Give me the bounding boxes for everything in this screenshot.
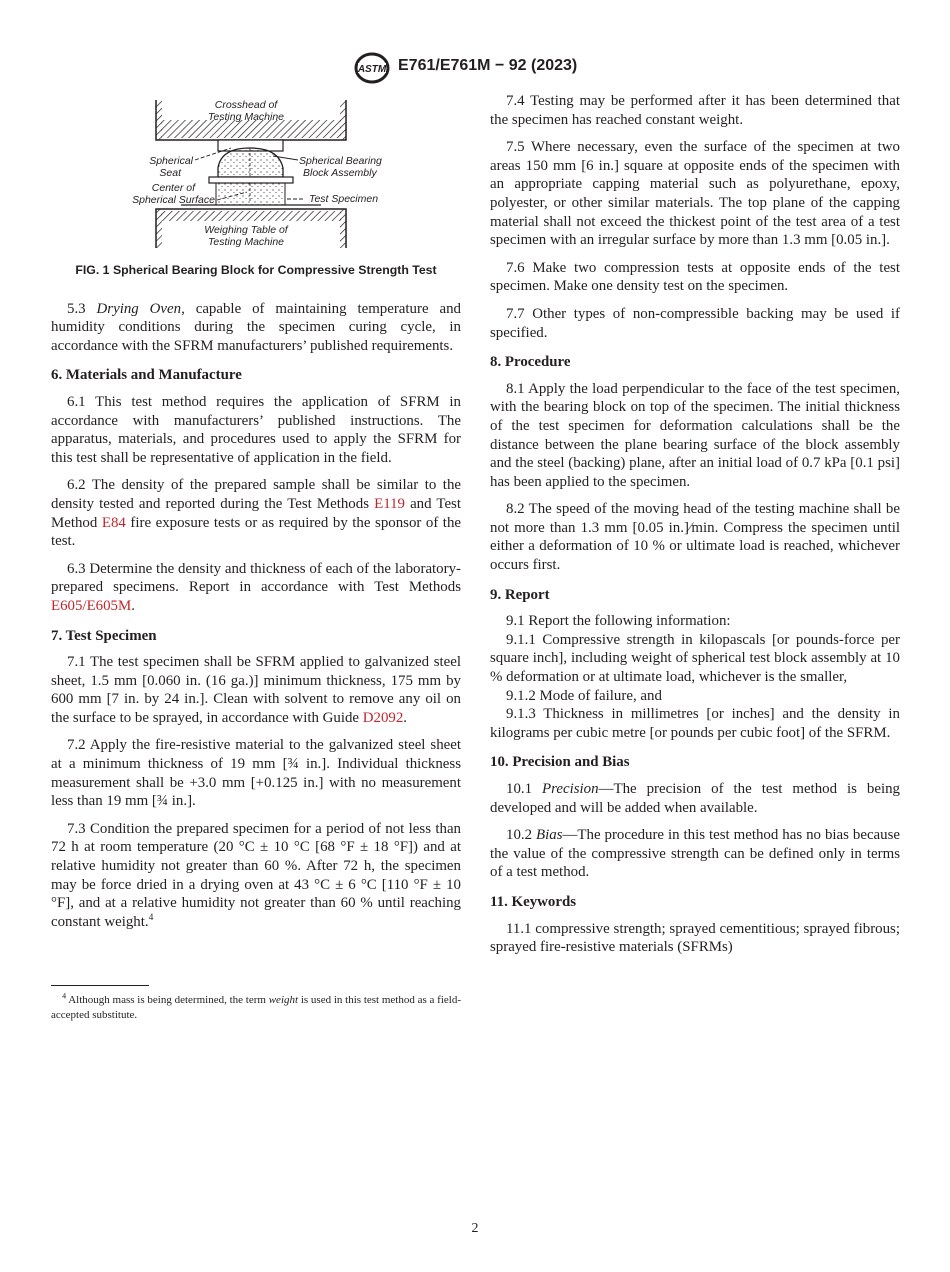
figure-1 bbox=[51, 92, 461, 257]
para-10-2: 10.2 Bias—The procedure in this test method has no bias because the value of the compressive strength can be defined only in terms of a test method. bbox=[490, 827, 901, 881]
para-7-3: 7.3 Condition the prepared specimen for a period of not less than 72 h at room temperature (20 °C ± 10 °C [68 °F ± 18 °F]) and at relative humidity not greater than 60 %. After 72 h, the specimen may be force dried in a drying oven at 43 °C ± 6 °C [110 °F ± 10 °F], and at a relative humidity not greater than 60 % until reaching constant weight.$^4$ bbox=[51, 820, 461, 930]
para-9-1: 9.1 Report the following information: bbox=[506, 613, 731, 630]
label-table-2: Testing Machine bbox=[207, 236, 285, 248]
standard-designation: E761/E761M − 92 (2023) bbox=[398, 57, 578, 74]
para-6-2: 6.2 The density of the prepared sample shall be similar to the density tested and reported during the Test Methods E119 and Test Method E84 fire exposure tests or as required by the sponsor of the test. bbox=[51, 477, 462, 550]
heading-6: 6. Materials and Manufacture bbox=[51, 367, 242, 384]
para-11-1: 11.1 compressive strength; sprayed cementitious; sprayed fibrous; sprayed fire-resistive materials (SFRMs) bbox=[490, 920, 900, 956]
label-block-2: Block Assembly bbox=[303, 167, 377, 179]
footnote-divider bbox=[51, 985, 149, 986]
label-crosshead-1: Crosshead of bbox=[214, 99, 278, 111]
label-seat-2: Seat bbox=[159, 167, 181, 179]
label-block-1: Spherical Bearing bbox=[299, 155, 382, 167]
heading-7: 7. Test Specimen bbox=[51, 627, 157, 644]
left-column bbox=[51, 92, 461, 940]
right-column bbox=[490, 92, 900, 966]
label-seat-1: Spherical bbox=[149, 155, 193, 167]
astm-logo-text: ASTM bbox=[357, 64, 387, 75]
para-8-1: 8.1 Apply the load perpendicular to the face of the test specimen, with the bearing block on top of the specimen. The initial thickness of the test specimen for deformation calculations shall be the distance between the plane bearing surface of the block assembly and the steel (backing) plane, after an initial load of 0.7 kPa [0.1 psi] has been applied to the specimen. bbox=[490, 380, 900, 490]
para-5-3: 5.3 Drying Oven, capable of maintaining temperature and humidity conditions during the specimen curing cycle, in accordance with the SFRM manufacturers’ published requirements. bbox=[51, 300, 461, 354]
para-7-1: 7.1 The test specimen shall be SFRM applied to galvanized steel sheet, 1.5 mm [0.060 in. (16 ga.)] minimum thickness, 175 mm by 600 mm [7 in. by 24 in.]. Clean with solvent to remove any oil on the surface to be sprayed, in accordance with Guide D2092. bbox=[51, 654, 461, 726]
label-table-1: Weighing Table of bbox=[204, 224, 288, 236]
para-7-2: 7.2 Apply the fire-resistive material to the galvanized steel sheet at a minimum thickness of 19 mm [¾ in.]. Individual thickness measurement shall be +3.0 mm [+0.125 in.] with no measurement less than 19 mm [¾ in.]. bbox=[51, 737, 461, 810]
label-crosshead-2: Testing Machine bbox=[207, 111, 285, 123]
heading-8: 8. Procedure bbox=[490, 354, 571, 371]
test-specimen-shape bbox=[216, 183, 285, 205]
para-6-1: 6.1 This test method requires the application of SFRM in accordance with manufacturers’ published instructions. The apparatus, materials, and procedures used to apply the SFRM for this test shall be representative of application in the field. bbox=[51, 393, 461, 466]
label-center-2: Spherical Surface bbox=[132, 194, 215, 206]
bearing-dome bbox=[218, 148, 283, 177]
para-9-1-1: 9.1.1 Compressive strength in kilopascals [or pounds-force per square inch], including weight of spherical test block assembly at 10 % deformation or at ultimate load, whichever is the smaller, bbox=[490, 631, 900, 686]
page-header bbox=[0, 52, 950, 86]
footnote-4: $^4$ Although mass is being determined, the term weight is used in this test method as a field-accepted substitute. bbox=[51, 991, 462, 1021]
para-7-6: 7.6 Make two compression tests at opposite ends of the test specimen. Make one density test on the specimen. bbox=[490, 259, 900, 295]
para-7-4: 7.4 Testing may be performed after it has been determined that the specimen has reached constant weight. bbox=[490, 93, 900, 128]
page-number: 2 bbox=[471, 1221, 479, 1236]
para-6-3: 6.3 Determine the density and thickness of each of the laboratory-prepared specimens. Report in accordance with Test Methods E605/E605M. bbox=[51, 560, 461, 614]
footnote-ref[interactable]: 4 bbox=[148, 912, 154, 923]
ref-e84-link[interactable]: E84 bbox=[101, 514, 126, 531]
para-9-1-2: 9.1.2 Mode of failure, and bbox=[506, 687, 662, 704]
label-center-1: Center of bbox=[151, 182, 195, 194]
ref-d2092-link[interactable]: D2092 bbox=[362, 709, 404, 726]
bearing-block-diagram bbox=[121, 92, 401, 252]
label-specimen: Test Specimen bbox=[309, 193, 379, 205]
bearing-plate bbox=[209, 177, 293, 183]
heading-11: 11. Keywords bbox=[490, 893, 577, 910]
para-7-7: 7.7 Other types of non-compressible backing may be used if specified. bbox=[490, 305, 900, 341]
ref-e119-link[interactable]: E119 bbox=[374, 495, 405, 512]
para-8-2: 8.2 The speed of the moving head of the testing machine shall be not more than 1.3 mm [0.05 in.]⁄min. Compress the specimen until either a deformation of 10 % or ultimate load is reached, whichever occurs first. bbox=[490, 501, 900, 574]
para-9-1-3: 9.1.3 Thickness in millimetres [or inches] and the density in kilograms per cubic metre [or pounds per cubic foot] of the SFRM. bbox=[490, 706, 900, 741]
heading-10: 10. Precision and Bias bbox=[490, 754, 630, 771]
astm-logo-icon bbox=[352, 52, 392, 84]
ref-e605-link[interactable]: E605/E605M bbox=[51, 597, 132, 614]
figure-caption: FIG. 1 Spherical Bearing Block for Compressive Strength Test bbox=[75, 263, 437, 277]
para-7-5: 7.5 Where necessary, even the surface of the specimen at two areas 150 mm [6 in.] square at opposite ends of the specimen with an appropriate capping material such as polyurethane, epoxy, polyester, or other similar materials. The top plane of the capping material shall not exceed the thickest point of the test area of a test specimen with an irregular surface by more than 1.3 mm [0.05 in.]. bbox=[490, 139, 900, 249]
heading-9: 9. Report bbox=[490, 586, 550, 603]
para-10-1: 10.1 Precision—The precision of the test method is being developed and will be added when available. bbox=[490, 781, 901, 816]
